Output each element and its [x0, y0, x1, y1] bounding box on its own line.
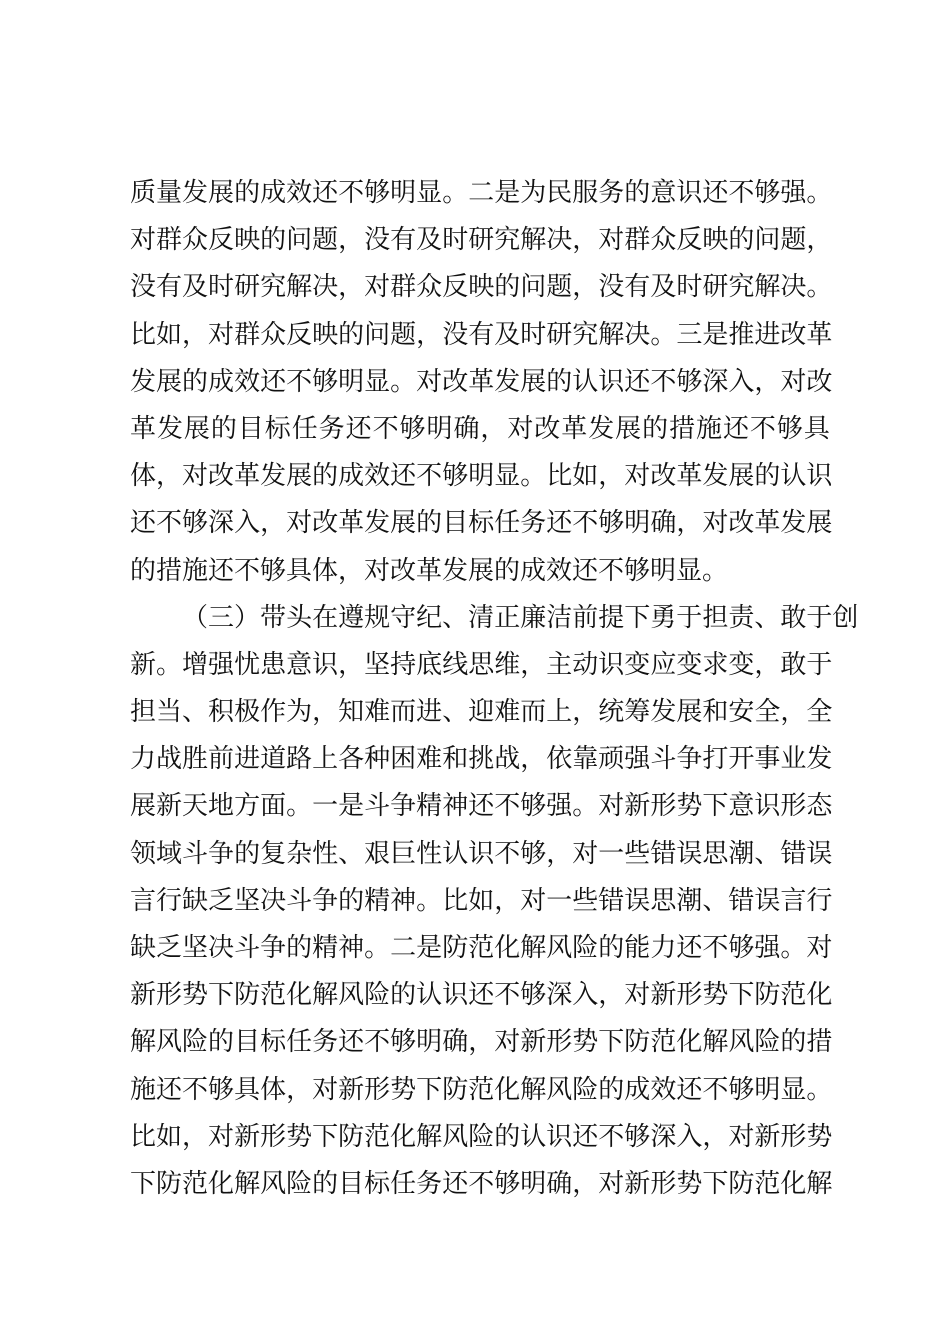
- text-line: 的措施还不够具体，对改革发展的成效还不够明显。: [130, 555, 729, 586]
- text-line: 新 形 势 下 防 范 化 解 风 险 的 认 识 还 不 够 深 入 ， 对 新 形 势 下 防 范 化: [130, 980, 833, 1011]
- text-line: 领 域 斗 争 的 复 杂 性 、 艰 巨 性 认 识 不 够 ， 对 一 些 错 误 思 潮 、 错 误: [130, 838, 833, 869]
- text-line: 缺 乏 坚 决 斗 争 的 精 神 。 二 是 防 范 化 解 风 险 的 能 力 还 不 够 强 。 对: [130, 933, 833, 963]
- text-line: 质 量 发 展 的 成 效 还 不 够 明 显 。 二 是 为 民 服 务 的 意 识 还 不 够 强 。: [130, 178, 833, 208]
- text-line: （ 三 ） 带 头 在 遵 规 守 纪 、 清 正 廉 洁 前 提 下 勇 于 担 责 、 敢 于 创: [182, 602, 859, 633]
- text-line: 解 风 险 的 目 标 任 务 还 不 够 明 确 ， 对 新 形 势 下 防 范 化 解 风 险 的 措: [130, 1027, 833, 1058]
- text-line: 言 行 缺 乏 坚 决 斗 争 的 精 神 。 比 如 ， 对 一 些 错 误 思 潮 、 错 误 言 行: [130, 885, 833, 916]
- body-text: [130, 170, 859, 1208]
- text-line: 担 当 、 积 极 作 为 ， 知 难 而 进 、 迎 难 而 上 ， 统 筹 发 展 和 安 全 ， 全: [130, 697, 833, 728]
- text-line: 没 有 及 时 研 究 解 决 ， 对 群 众 反 映 的 问 题 ， 没 有 及 时 研 究 解 决 。: [130, 272, 833, 303]
- text-line: 下 防 范 化 解 风 险 的 目 标 任 务 还 不 够 明 确 ， 对 新 形 势 下 防 范 化 解: [130, 1168, 833, 1199]
- text-line: 革 发 展 的 目 标 任 务 还 不 够 明 确 ， 对 改 革 发 展 的 措 施 还 不 够 具: [130, 413, 830, 444]
- text-line: 展 新 天 地 方 面 。 一 是 斗 争 精 神 还 不 够 强 。 对 新 形 势 下 意 识 形 态: [130, 791, 833, 822]
- text-line: 还 不 够 深 入 ， 对 改 革 发 展 的 目 标 任 务 还 不 够 明 确 ， 对 改 革 发 展: [130, 508, 833, 539]
- text-line: 新 。 增 强 忧 患 意 识 ， 坚 持 底 线 思 维 ， 主 动 识 变 应 变 求 变 ， 敢 于: [130, 649, 833, 680]
- text-line: 发 展 的 成 效 还 不 够 明 显 。 对 改 革 发 展 的 认 识 还 不 够 深 入 ， 对 改: [130, 366, 833, 397]
- text-line: 比 如 ， 对 群 众 反 映 的 问 题 ， 没 有 及 时 研 究 解 决 。 三 是 推 进 改 革: [130, 319, 833, 350]
- text-line: 施 还 不 够 具 体 ， 对 新 形 势 下 防 范 化 解 风 险 的 成 效 还 不 够 明 显 。: [130, 1074, 833, 1105]
- text-line: 比 如 ， 对 新 形 势 下 防 范 化 解 风 险 的 认 识 还 不 够 深 入 ， 对 新 形 势: [130, 1121, 833, 1152]
- text-line: 对 群 众 反 映 的 问 题 ， 没 有 及 时 研 究 解 决 ， 对 群 众 反 映 的 问 题 ，: [130, 225, 833, 256]
- text-line: 力 战 胜 前 进 道 路 上 各 种 困 难 和 挑 战 ， 依 靠 顽 强 斗 争 打 开 事 业 发: [130, 744, 833, 775]
- text-line: 体 ， 对 改 革 发 展 的 成 效 还 不 够 明 显 。 比 如 ， 对 改 革 发 展 的 认 识: [130, 461, 833, 492]
